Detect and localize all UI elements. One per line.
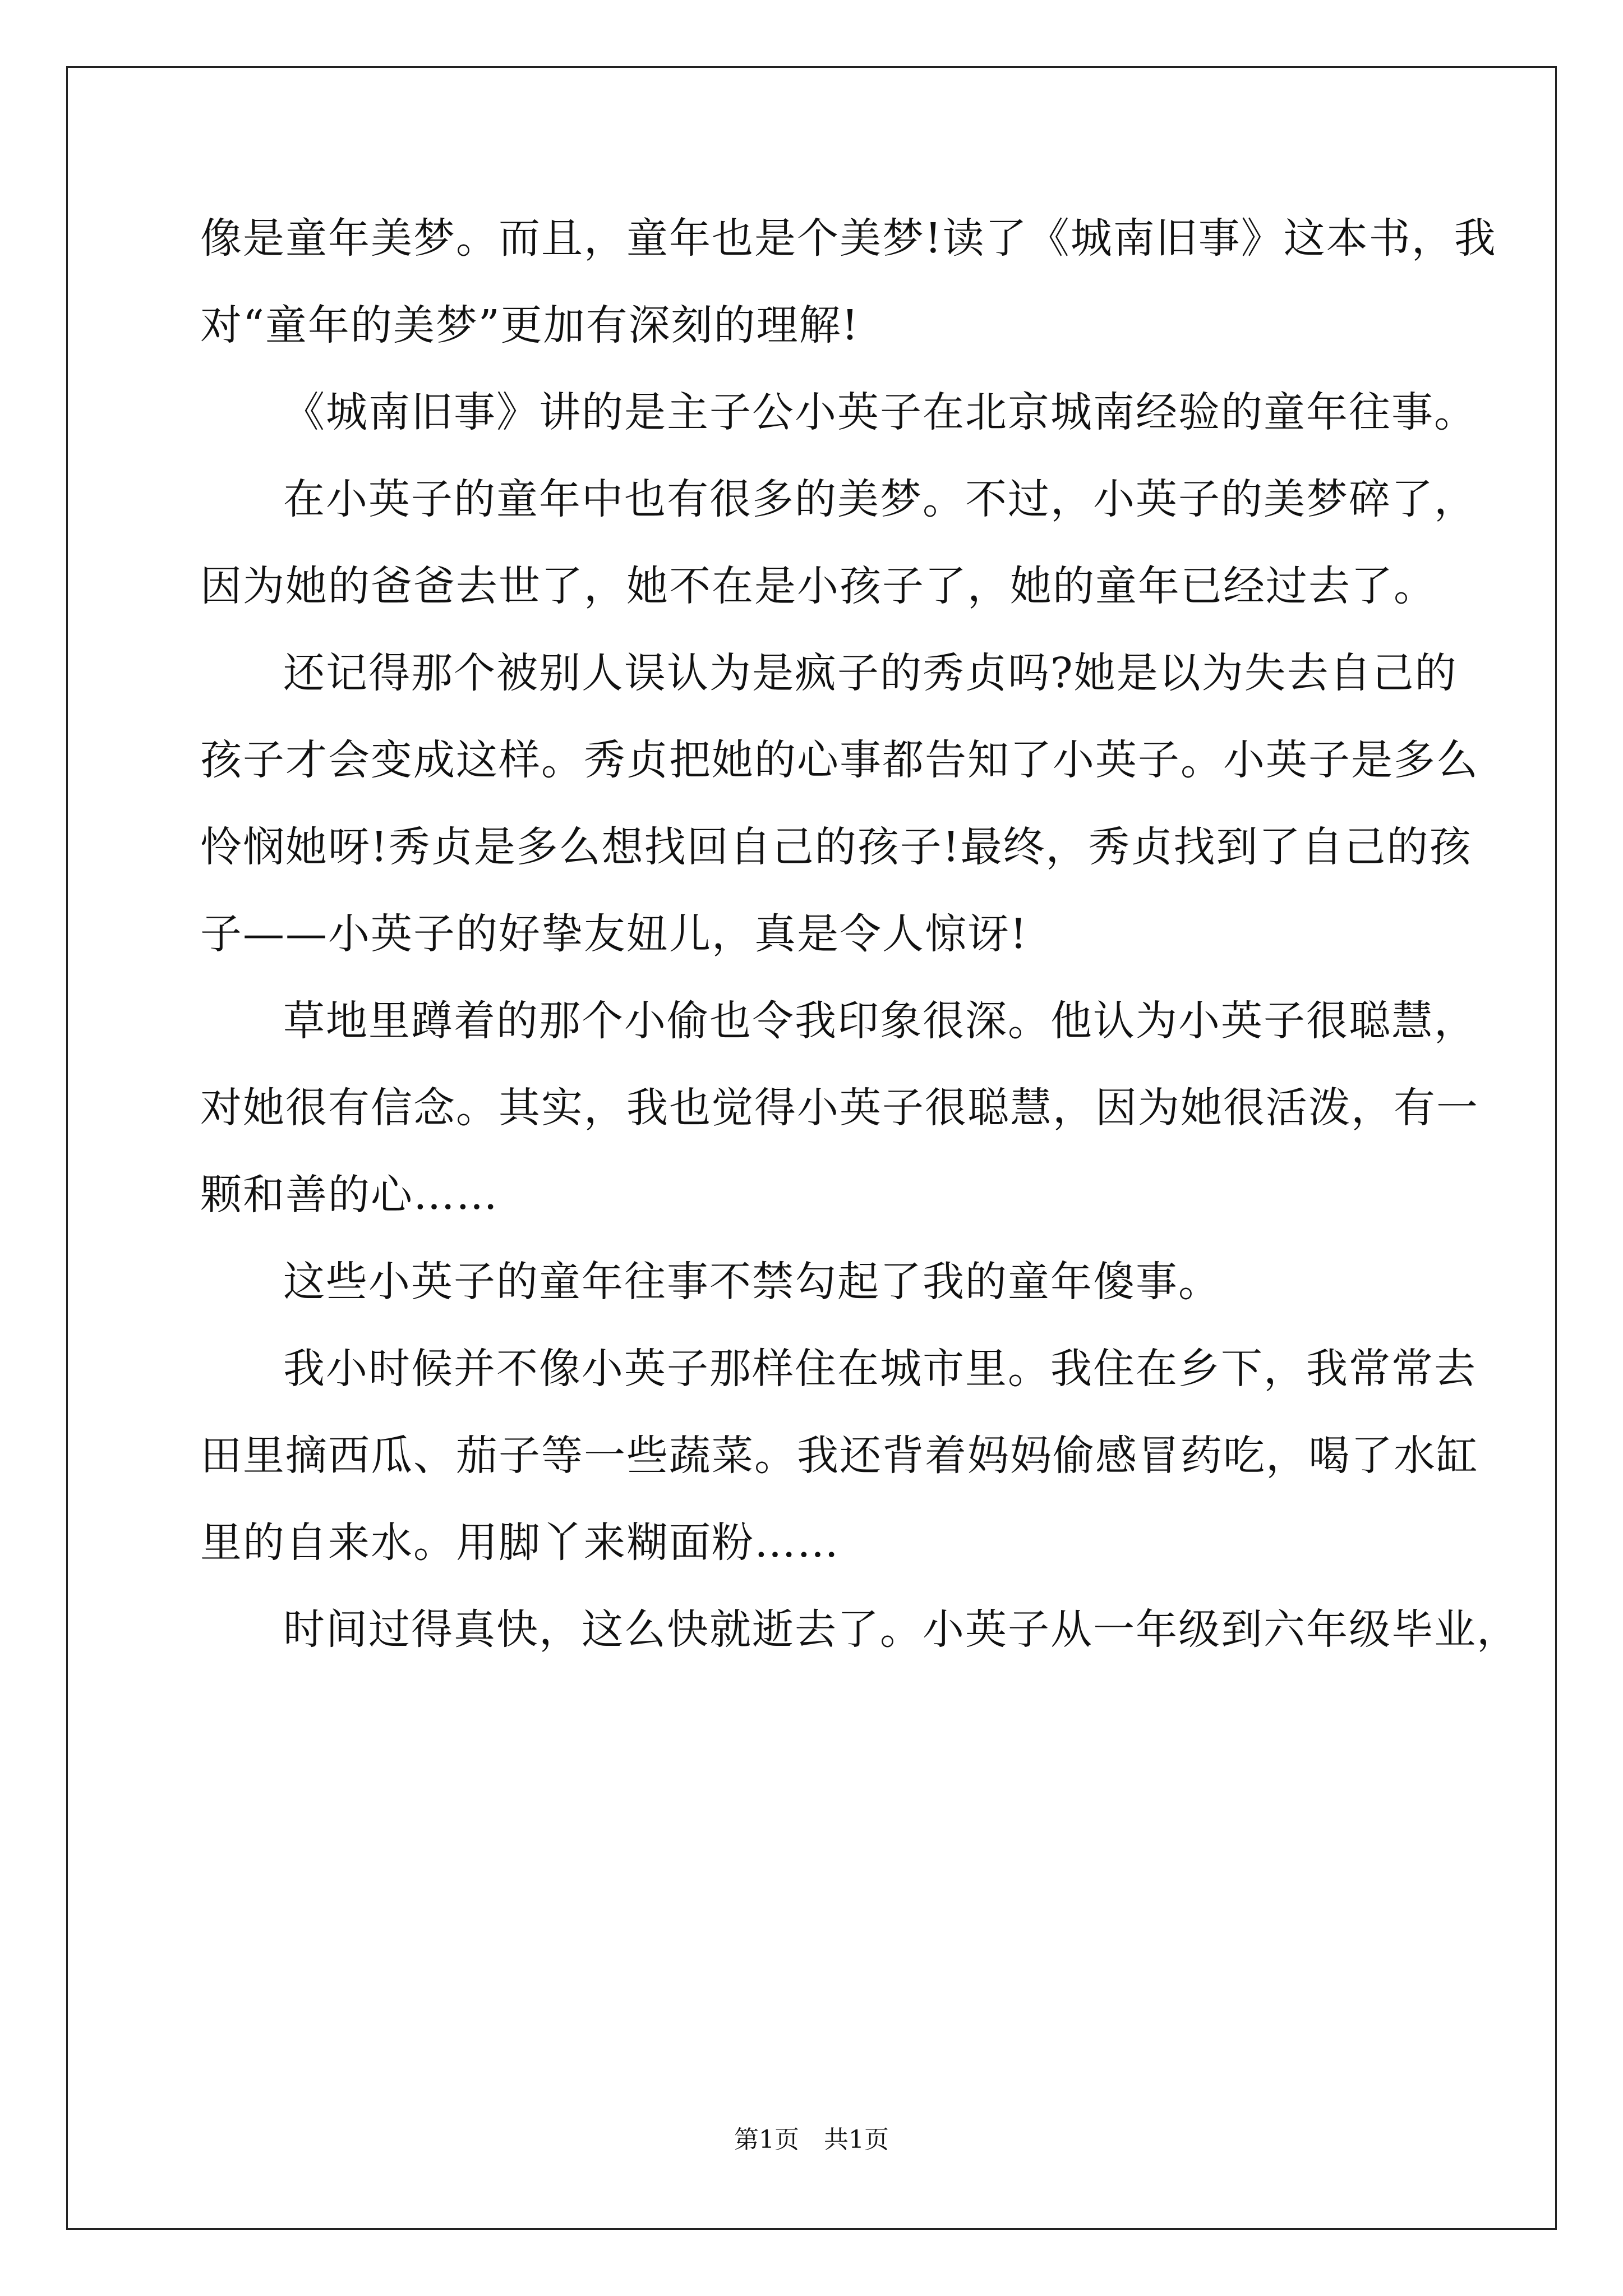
paragraph-start-line: 这些小英子的童年往事不禁勾起了我的童年傻事。	[283, 1258, 1221, 1306]
paragraph-start-line: 时间过得真快，这么快就逝去了。小英子从一年级到六年级毕业，	[283, 1605, 1519, 1654]
text-line: 颗和善的心……	[200, 1171, 499, 1219]
paragraph-start-line: 我小时候并不像小英子那样住在城市里。我住在乡下，我常常去	[283, 1345, 1477, 1393]
text-line: 怜悯她呀!秀贞是多么想找回自己的孩子!最终，秀贞找到了自己的孩	[200, 823, 1472, 871]
text-line: 像是童年美梦。而且，童年也是个美梦!读了《城南旧事》这本书，我	[200, 214, 1497, 263]
paragraph-start-line: 在小英子的童年中也有很多的美梦。不过，小英子的美梦碎了，	[283, 475, 1477, 523]
text-line: 孩子才会变成这样。秀贞把她的心事都告知了小英子。小英子是多么	[200, 736, 1479, 784]
paragraph-start-line: 草地里蹲着的那个小偷也令我印象很深。他认为小英子很聪慧，	[283, 997, 1477, 1045]
paragraph-start-line: 《城南旧事》讲的是主子公小英子在北京城南经验的童年往事。	[283, 388, 1477, 436]
paragraph-start-line: 还记得那个被别人误认为是疯子的秀贞吗?她是以为失去自己的	[283, 649, 1458, 697]
text-line: 对“童年的美梦”更加有深刻的理解!	[200, 301, 860, 349]
text-line: 对她很有信念。其实，我也觉得小英子很聪慧，因为她很活泼，有一	[200, 1084, 1479, 1132]
text-line: 田里摘西瓜、茄子等一些蔬菜。我还背着妈妈偷感冒药吃，喝了水缸	[200, 1432, 1479, 1480]
text-line: 里的自来水。用脚丫来糊面粉……	[200, 1519, 840, 1567]
text-line: 子——小英子的好挚友妞儿，真是令人惊讶!	[200, 910, 1028, 958]
page-number-footer: 第1页 共1页	[734, 2125, 889, 2154]
text-line: 因为她的爸爸去世了，她不在是小孩子了，她的童年已经过去了。	[200, 562, 1436, 610]
